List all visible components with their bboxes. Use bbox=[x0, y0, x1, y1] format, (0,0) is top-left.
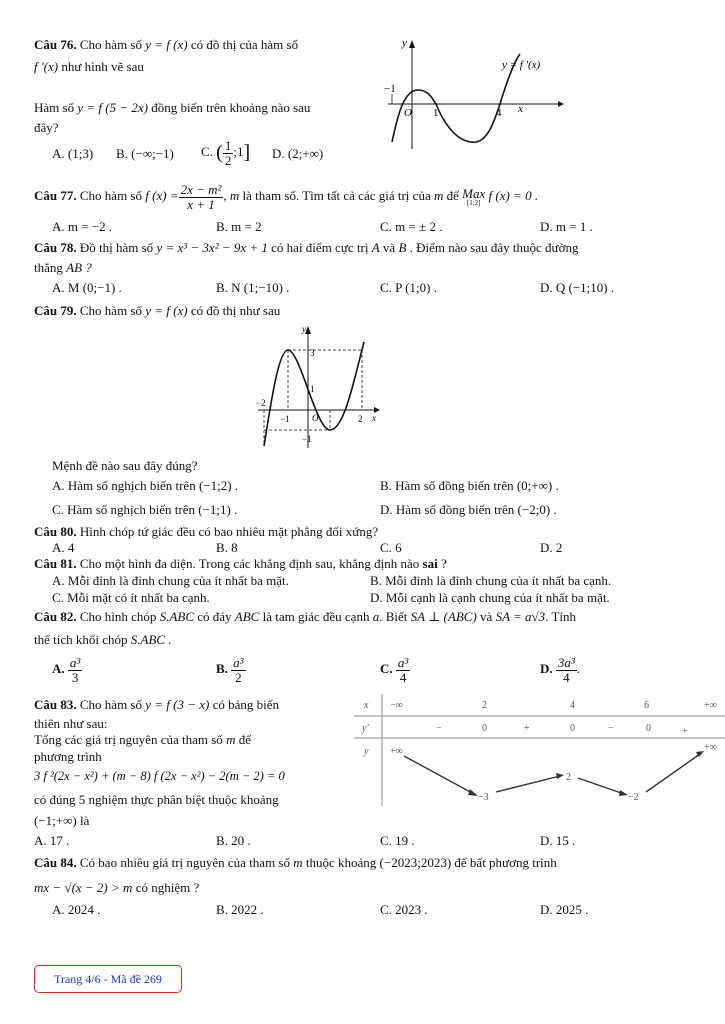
q81-text: Cho một hình đa diện. Trong các khẳng định sau, khẳng định nào bbox=[79, 556, 420, 571]
q79-label: Câu 79. bbox=[34, 303, 77, 318]
q77-text4: f (x) = 0 . bbox=[488, 188, 539, 204]
opt-label: B. bbox=[216, 661, 228, 677]
q81-sai: sai bbox=[422, 556, 438, 571]
table-signs bbox=[436, 723, 688, 737]
q78-line1 bbox=[34, 240, 578, 256]
y-val: 2 bbox=[566, 772, 571, 783]
q81-qmark: ? bbox=[440, 556, 447, 571]
q80-opt-a: A. 4 bbox=[52, 540, 75, 555]
q79-text: Cho hàm số bbox=[79, 303, 142, 318]
q80-opt-c: C. 6 bbox=[380, 540, 402, 555]
q77-func: f (x) = bbox=[145, 188, 179, 204]
tick-label-m1: −1 bbox=[384, 83, 396, 95]
x-val: +∞ bbox=[704, 700, 717, 711]
q76-text2: có đồ thị của hàm số bbox=[190, 37, 299, 52]
table-x-label: x bbox=[364, 700, 369, 711]
q79-opt-a: A. Hàm số nghịch biến trên (−1;2) . bbox=[52, 478, 239, 493]
q76-paren-l: ( bbox=[216, 141, 223, 164]
q81-label: Câu 81. bbox=[34, 556, 77, 571]
q77-text: Cho hàm số bbox=[79, 188, 142, 204]
q83-opt-c: C. 19 . bbox=[380, 833, 415, 848]
q77-text2: là tham số. Tìm tất cả các giá trị của bbox=[242, 188, 431, 204]
sign: − bbox=[436, 723, 442, 734]
opt-frac bbox=[231, 656, 245, 684]
q83-opt-d: D. 15 . bbox=[540, 833, 576, 848]
q80-line1 bbox=[34, 524, 378, 540]
q82-opt-d: D. $\frac{\text{3a³}}{4}$ . bbox=[540, 655, 581, 685]
q77-line1 bbox=[34, 183, 538, 211]
q83-line4: phương trình bbox=[34, 749, 102, 764]
q76-func2: y = f (5 − 2x) bbox=[77, 100, 148, 115]
f-prime-curve bbox=[392, 54, 520, 142]
q82-opt-a bbox=[52, 656, 82, 684]
q76-opt-c-tail: ;1 bbox=[233, 144, 244, 160]
tick-label-4: 4 bbox=[496, 107, 502, 119]
q79-graph bbox=[250, 320, 390, 455]
q83-interval: (−1;+∞) bbox=[34, 813, 77, 828]
q82-text4: . Biết bbox=[379, 609, 408, 624]
q76-opt-a: A. (1;3) bbox=[52, 146, 94, 161]
x-val: 6 bbox=[644, 700, 649, 711]
q84-opt-a: A. 2024 . bbox=[52, 902, 101, 917]
q84-text: Có bao nhiêu giá trị nguyên của tham số bbox=[79, 855, 290, 870]
arrow-head-icon bbox=[468, 789, 478, 796]
q76-opt-b: B. (−∞;−1) bbox=[116, 146, 174, 161]
arrow-up-1 bbox=[496, 776, 560, 792]
q82-text2: có đáy bbox=[197, 609, 232, 624]
q80-label: Câu 80. bbox=[34, 524, 77, 539]
origin-label: O bbox=[404, 107, 412, 119]
frac-den: 3 bbox=[71, 669, 79, 685]
q76-line4: đây? bbox=[34, 120, 59, 135]
q78-A: A bbox=[371, 240, 380, 255]
opt-frac bbox=[556, 656, 577, 684]
arrow-up-2 bbox=[646, 754, 700, 792]
q82-sabc2: S.ABC . bbox=[130, 632, 172, 647]
q78-text: Đồ thị hàm số bbox=[79, 240, 154, 255]
q78-text2: có hai điểm cực trị bbox=[271, 240, 369, 255]
q82-opt-b bbox=[216, 656, 246, 684]
q76-opt-d: D. (2;+∞) bbox=[272, 146, 324, 161]
q83-opt-b: B. 20 . bbox=[216, 833, 251, 848]
q84-opt-b: B. 2022 . bbox=[216, 902, 264, 917]
q76-text5: đồng biến trên khoảng nào sau bbox=[151, 100, 311, 115]
q82-a: a bbox=[372, 609, 380, 624]
q78-line2 bbox=[34, 260, 92, 276]
q84-range: (−2023;2023) bbox=[379, 855, 452, 870]
origin-label: O bbox=[312, 413, 319, 423]
frac-num: a³ bbox=[233, 655, 244, 670]
q83-m: m bbox=[226, 732, 236, 747]
tick-label-m1x: −1 bbox=[280, 414, 290, 424]
q81-opt-d: D. Mỗi cạnh là cạnh chung của ít nhất ba mặt. bbox=[370, 590, 610, 605]
table-y-values bbox=[390, 742, 717, 803]
tick-label-3: 3 bbox=[310, 348, 315, 358]
arrow-head-icon bbox=[556, 773, 564, 779]
q81-opt-b: B. Mỗi đỉnh là đỉnh chung của ít nhất ba cạnh. bbox=[370, 573, 612, 588]
q78-opt-c: C. P (1;0) . bbox=[380, 280, 437, 295]
q84-opt-c: C. 2023 . bbox=[380, 902, 428, 917]
tick-label-1: 1 bbox=[310, 384, 315, 394]
frac-num: 1 bbox=[224, 138, 232, 153]
q76-deriv: f '(x) bbox=[34, 59, 59, 74]
q83-opt-a: A. 17 . bbox=[34, 833, 70, 848]
tick-label-m2: −2 bbox=[256, 398, 266, 408]
x-label: x bbox=[372, 413, 376, 423]
x-arrow-icon bbox=[558, 101, 564, 107]
frac-den: 2 bbox=[224, 152, 232, 168]
opt-label: A. bbox=[52, 661, 65, 677]
tick-label-1: 1 bbox=[433, 107, 439, 119]
q83-label: Câu 83. bbox=[34, 697, 77, 712]
frac-num: a³ bbox=[397, 655, 409, 670]
frac-num: 2x − m² bbox=[180, 182, 222, 197]
q82-perp: SA ⊥ (ABC) bbox=[410, 609, 477, 624]
y-arrow-icon bbox=[409, 40, 415, 48]
q82-line2 bbox=[34, 632, 172, 648]
max-sub: [1;2] bbox=[466, 199, 481, 208]
q76-graph bbox=[378, 34, 578, 154]
q82-text: Cho hình chóp bbox=[79, 609, 157, 624]
q77-opt-b: B. m = 2 bbox=[216, 219, 262, 234]
q84-label: Câu 84. bbox=[34, 855, 77, 870]
q83-text: Cho hàm số bbox=[79, 697, 142, 712]
q77-m: m bbox=[229, 188, 240, 204]
tick-label-m1y: −1 bbox=[302, 434, 312, 444]
q76-label: Câu 76. bbox=[34, 37, 77, 52]
q82-abc: ABC bbox=[234, 609, 260, 624]
y-label: y bbox=[302, 324, 306, 334]
sign: + bbox=[524, 723, 530, 734]
q77-opt-d: D. m = 1 . bbox=[540, 219, 593, 234]
opt-frac bbox=[396, 656, 410, 684]
q78-text4: thẳng bbox=[34, 260, 63, 275]
q76-line3 bbox=[34, 100, 310, 116]
q83-text5: là bbox=[79, 813, 90, 828]
q77-label: Câu 77. bbox=[34, 188, 77, 204]
arrow-down-2 bbox=[578, 778, 624, 794]
frac-num: 3a³ bbox=[557, 655, 575, 670]
q78-label: Câu 78. bbox=[34, 240, 77, 255]
q80-opt-d: D. 2 bbox=[540, 540, 563, 555]
q83-line7 bbox=[34, 813, 89, 829]
q80-text: Hình chóp tứ giác đều có bao nhiêu mặt phẳng đối xứng? bbox=[79, 524, 379, 539]
page-footer: Trang 4/6 - Mã đề 269 bbox=[34, 965, 182, 993]
sign: 0 bbox=[482, 723, 487, 734]
q78-opt-d: D. Q (−1;10) . bbox=[540, 280, 615, 295]
x-val: −∞ bbox=[390, 700, 403, 711]
q76-opt-c-label: C. bbox=[201, 144, 213, 160]
q83-text3: Tổng các giá trị nguyên của tham số bbox=[34, 732, 223, 747]
arrow-down-1 bbox=[404, 756, 474, 794]
q82-text5: . Tính bbox=[545, 609, 577, 624]
q78-text3: . Điểm nào sau đây thuộc đường bbox=[409, 240, 579, 255]
sign: 0 bbox=[570, 723, 575, 734]
q79-opt-d: D. Hàm số đồng biến trên (−2;0) . bbox=[380, 502, 557, 517]
sign: + bbox=[682, 726, 688, 737]
q81-opt-c: C. Mỗi mặt có ít nhất ba cạnh. bbox=[52, 590, 210, 605]
q77-max bbox=[462, 187, 485, 208]
q82-sabc: S.ABC bbox=[159, 609, 194, 624]
y-val: −2 bbox=[628, 792, 639, 803]
q83-func: y = f (3 − x) bbox=[145, 697, 210, 712]
q84-text4: có nghiệm ? bbox=[135, 880, 200, 895]
x-val: 4 bbox=[570, 700, 575, 711]
q78-and: và bbox=[382, 240, 396, 255]
q82-and: và bbox=[480, 609, 493, 624]
x-val: 2 bbox=[482, 700, 487, 711]
q78-AB: AB ? bbox=[66, 260, 92, 275]
q78-eq: y = x³ − 3x² − 9x + 1 bbox=[156, 240, 268, 255]
q79-text2: có đồ thị như sau bbox=[190, 303, 281, 318]
q79-opt-c: C. Hàm số nghịch biến trên (−1;1) . bbox=[52, 502, 238, 517]
q82-text3: là tam giác đều cạnh bbox=[262, 609, 370, 624]
frac-den: x + 1 bbox=[187, 196, 215, 212]
sign: − bbox=[608, 723, 614, 734]
q76-text4: Hàm số bbox=[34, 100, 75, 115]
frac-den: 4 bbox=[399, 669, 407, 685]
opt-label: C. bbox=[380, 661, 393, 677]
q83-line1 bbox=[34, 697, 279, 713]
q84-text3: để bất phương trình bbox=[454, 855, 557, 870]
q84-line2 bbox=[34, 880, 199, 896]
q79-question: Mệnh đề nào sau đây đúng? bbox=[52, 458, 198, 473]
max-label: Max bbox=[462, 185, 486, 201]
q77-comma: , bbox=[223, 188, 227, 204]
y-val: +∞ bbox=[704, 742, 717, 753]
q76-opt-c bbox=[201, 139, 250, 167]
frac-den: 2 bbox=[235, 669, 242, 685]
q82-text6: thể tích khối chóp bbox=[34, 632, 128, 647]
q81-line1 bbox=[34, 556, 447, 572]
q83-line6: có đúng 5 nghiệm thực phân biệt thuộc khoảng bbox=[34, 792, 279, 807]
q79-opt-b: B. Hàm số đồng biến trên (0;+∞) . bbox=[380, 478, 559, 493]
q83-text2: có bảng biến bbox=[212, 697, 280, 712]
q76-text: Cho hàm số bbox=[79, 37, 142, 52]
q83-line3 bbox=[34, 732, 251, 748]
q76-text3: như hình vẽ sau bbox=[61, 59, 144, 74]
q76-paren-r: ] bbox=[243, 141, 251, 164]
q83-variation-table bbox=[332, 694, 725, 810]
q84-m: m bbox=[293, 855, 303, 870]
frac-den: 4 bbox=[563, 669, 570, 685]
frac-num: a³ bbox=[69, 655, 81, 670]
q77-opt-c: C. m = ± 2 . bbox=[380, 219, 443, 234]
q83-line2: thiên như sau: bbox=[34, 716, 108, 731]
y-val: −3 bbox=[478, 792, 489, 803]
y-val: +∞ bbox=[390, 746, 403, 757]
table-y-label: y bbox=[364, 746, 369, 757]
q82-sa: SA = a√3 bbox=[495, 609, 546, 624]
q76-line1 bbox=[34, 37, 298, 53]
q76-opt-c-frac bbox=[223, 139, 234, 167]
table-x-values bbox=[390, 700, 717, 711]
q77-m2: m bbox=[433, 188, 444, 204]
q77-text3: để bbox=[446, 188, 459, 204]
q78-opt-a: A. M (0;−1) . bbox=[52, 280, 122, 295]
q83-equation: 3 f ²(2x − x²) + (m − 8) f (2x − x²) − 2(m − 2) = 0 bbox=[34, 769, 285, 783]
q77-opt-a: A. m = −2 . bbox=[52, 219, 113, 234]
q83-text4: để bbox=[238, 732, 251, 747]
sign: 0 bbox=[646, 723, 651, 734]
q78-B: B bbox=[398, 240, 407, 255]
opt-frac bbox=[68, 656, 82, 684]
q82-line1 bbox=[34, 609, 576, 625]
x-label: x bbox=[518, 103, 523, 115]
q82-opt-c bbox=[380, 656, 410, 684]
q82-label: Câu 82. bbox=[34, 609, 77, 624]
arrow-head-icon bbox=[619, 790, 628, 796]
q84-line1 bbox=[34, 855, 557, 871]
q76-func: y = f (x) bbox=[145, 37, 188, 52]
q84-text2: thuộc khoảng bbox=[305, 855, 377, 870]
tick-label-2: 2 bbox=[358, 414, 363, 424]
opt-label: D. bbox=[540, 661, 553, 677]
q80-opt-b: B. 8 bbox=[216, 540, 238, 555]
curve-label: y = f '(x) bbox=[502, 59, 541, 71]
q79-func: y = f (x) bbox=[145, 303, 188, 318]
q84-ineq: mx − √(x − 2) > m bbox=[34, 880, 133, 895]
q79-line1 bbox=[34, 303, 280, 319]
q76-line2 bbox=[34, 59, 144, 75]
y-label: y bbox=[402, 37, 407, 49]
q78-opt-b: B. N (1;−10) . bbox=[216, 280, 290, 295]
q77-frac bbox=[179, 182, 227, 212]
q81-opt-a: A. Mỗi đỉnh là đỉnh chung của ít nhất ba mặt. bbox=[52, 573, 289, 588]
table-yp-label: y' bbox=[362, 723, 369, 734]
q84-opt-d: D. 2025 . bbox=[540, 902, 589, 917]
